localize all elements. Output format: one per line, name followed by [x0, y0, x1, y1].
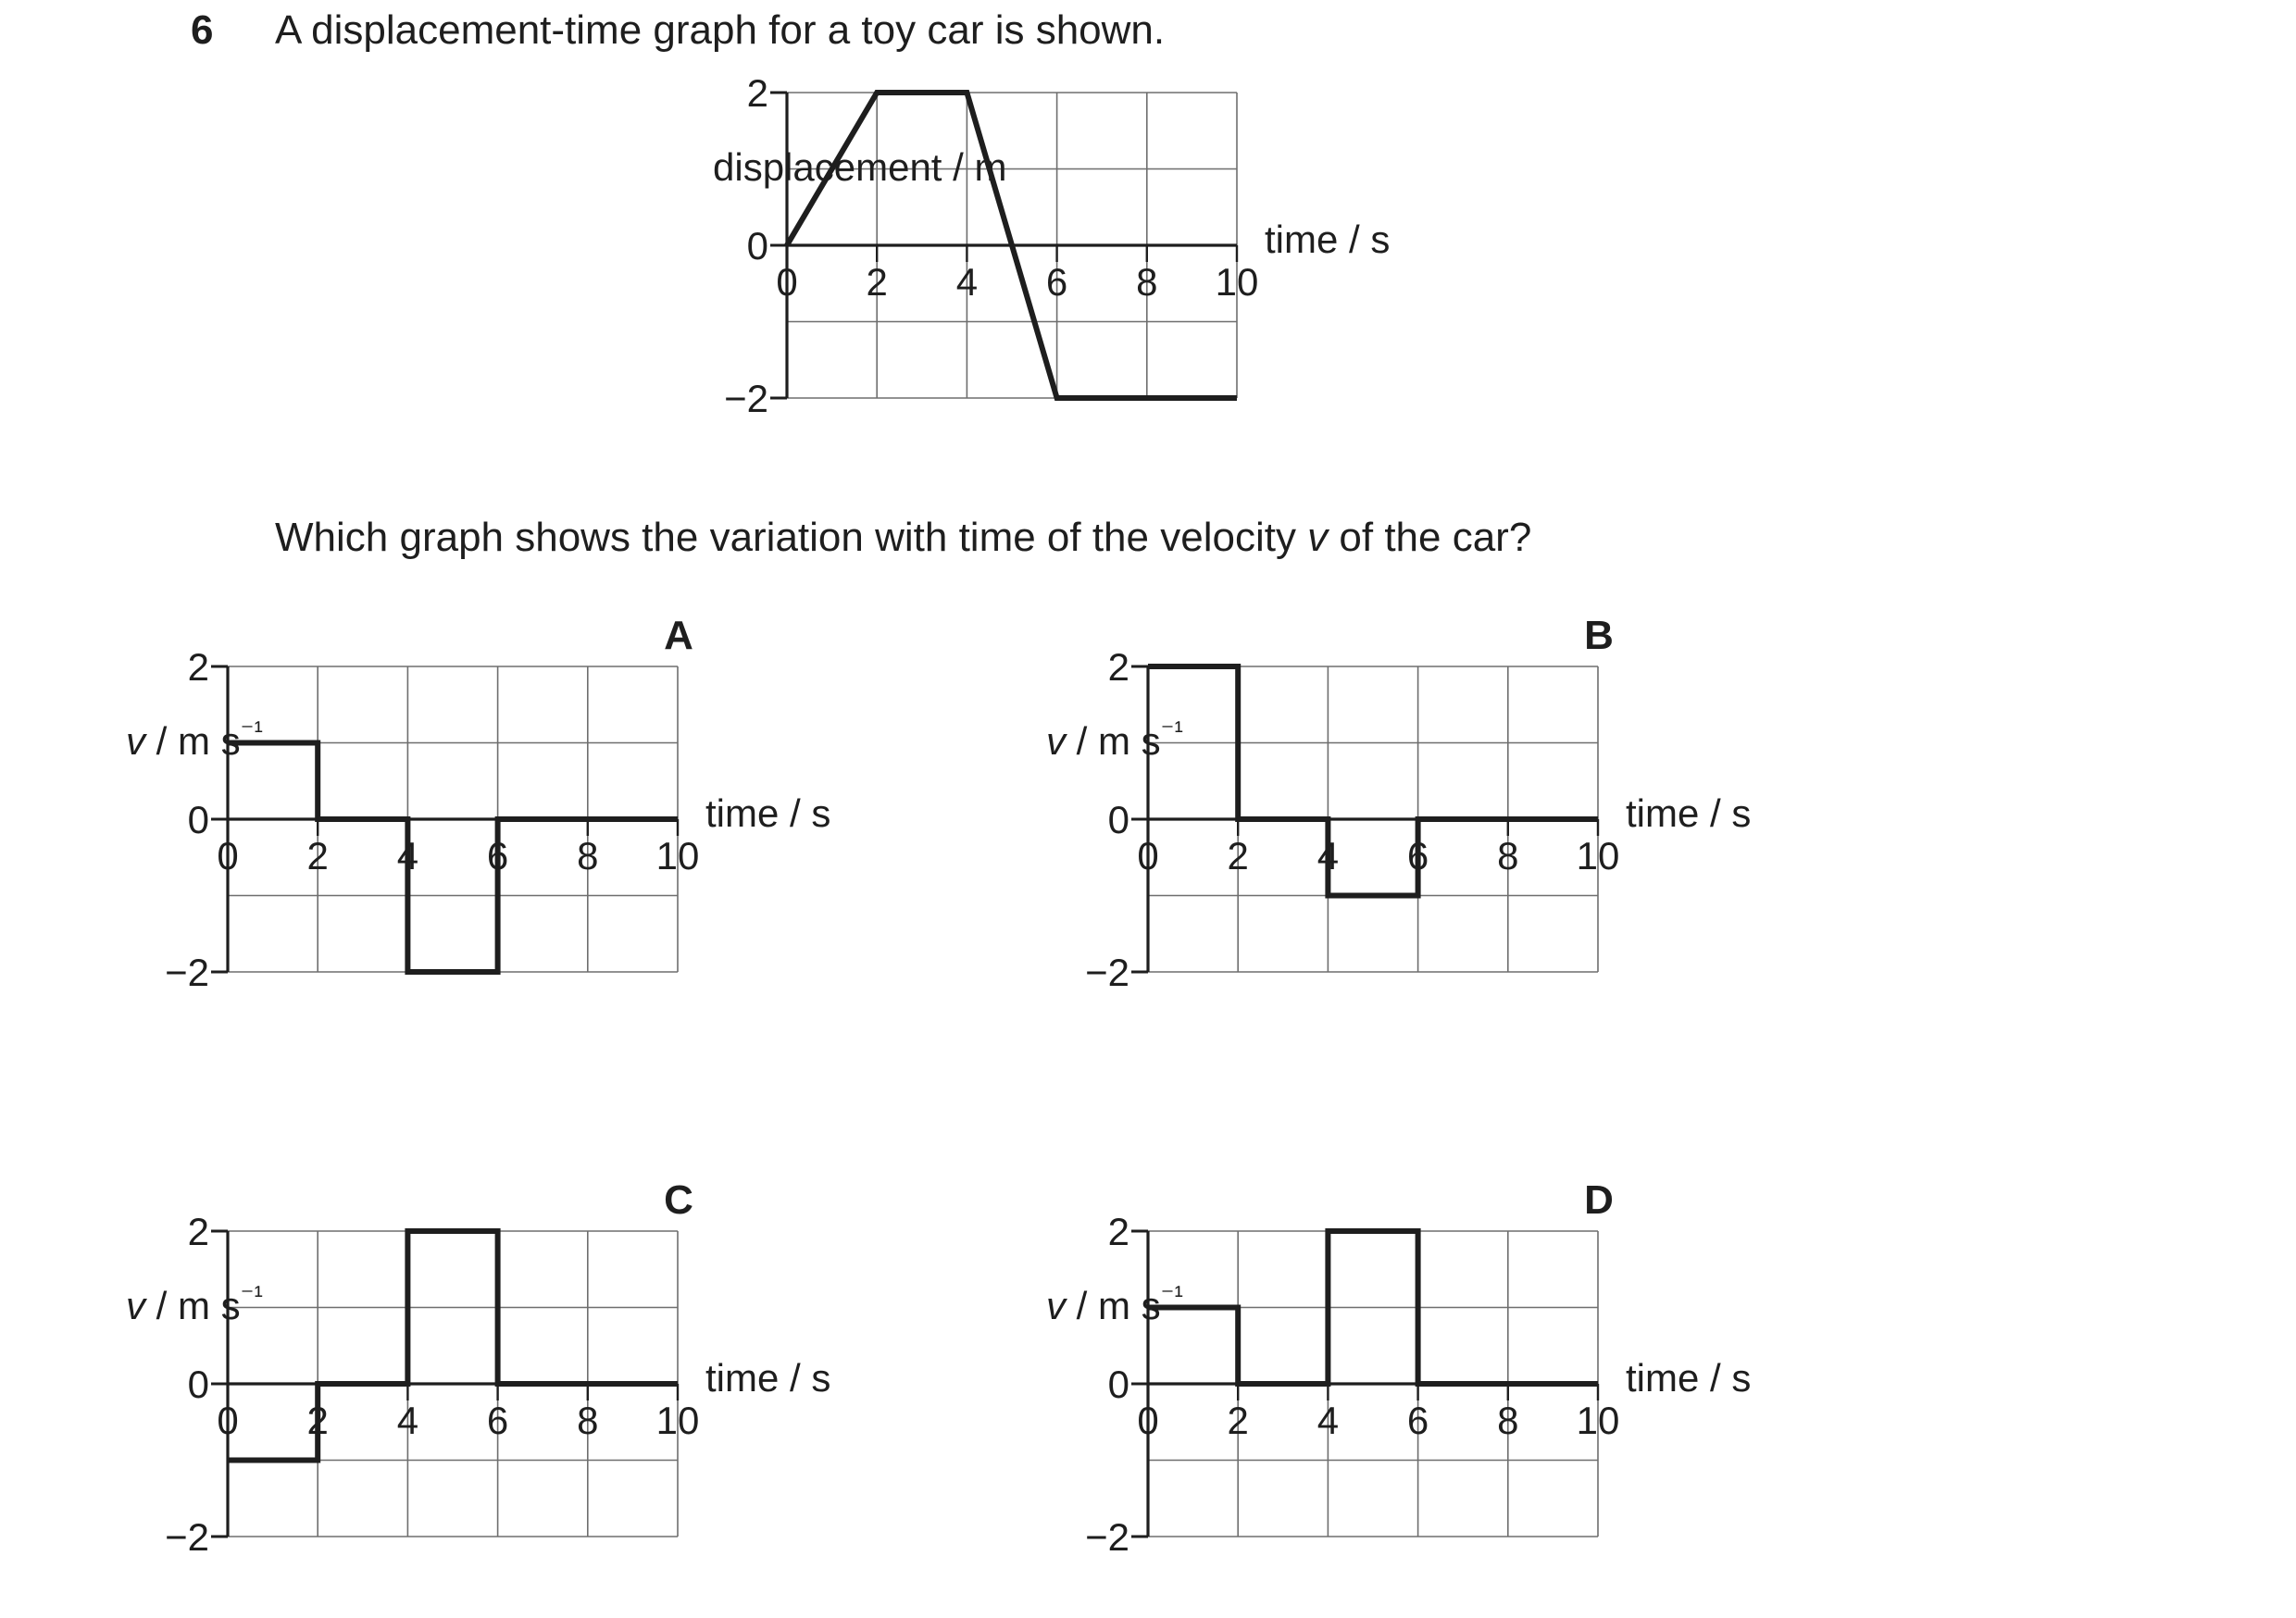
question-prompt — [275, 515, 1531, 561]
x-axis-label: time / s — [1626, 1356, 1752, 1400]
x-tick-label-2: 2 — [1227, 1399, 1249, 1442]
option-label-b[interactable]: B — [1584, 613, 1614, 658]
question-text: A displacement-time graph for a toy car is shown. — [275, 7, 1166, 53]
x-tick-label-4: 4 — [955, 260, 979, 304]
x-tick-label-0: 0 — [217, 834, 239, 877]
y-label-var: v — [126, 1284, 145, 1327]
y-label-unit: / m s — [1066, 1284, 1161, 1327]
chart-option-d[interactable] — [889, 1194, 1752, 1601]
x-tick-label-4: 4 — [396, 1399, 419, 1442]
x-tick-label-0: 0 — [776, 260, 798, 304]
y-tick-label-0: 0 — [1107, 798, 1129, 841]
y-tick-label-0: 0 — [746, 224, 768, 268]
y-tick-label-2: −2 — [165, 1515, 209, 1559]
y-tick-label-0: 0 — [1107, 1363, 1129, 1406]
x-tick-label-10: 10 — [1576, 834, 1620, 877]
x-tick-label-8: 8 — [1497, 1399, 1519, 1442]
chart-D-plot — [1046, 1210, 1751, 1559]
chart-C-plot — [126, 1210, 830, 1559]
option-label-a[interactable]: A — [664, 613, 693, 658]
x-tick-label-6: 6 — [486, 1399, 509, 1442]
y-label-exponent: ⁻¹ — [240, 1281, 263, 1310]
y-tick-label-2: −2 — [1085, 1515, 1129, 1559]
series-line-C — [228, 1231, 678, 1461]
y-label-exponent: ⁻¹ — [240, 716, 263, 745]
y-tick-label-2: −2 — [724, 377, 768, 420]
chart-given-plot — [713, 71, 1390, 420]
x-axis-label: time / s — [1265, 218, 1391, 261]
chart-given-displacement — [528, 56, 1391, 463]
y-axis-label: displacement / m — [713, 145, 1007, 189]
chart-B-plot — [1046, 645, 1751, 994]
x-tick-label-6: 6 — [1045, 260, 1068, 304]
x-tick-label-2: 2 — [1227, 834, 1249, 877]
series-line-A — [228, 743, 678, 973]
prompt-start: Which graph shows the variation with time of the velocity — [275, 515, 1308, 560]
y-tick-label-2: 2 — [1107, 645, 1129, 689]
y-axis-label — [126, 1281, 263, 1327]
y-tick-label-0: 0 — [187, 1363, 209, 1406]
series-line-B — [1148, 666, 1598, 896]
y-label-var: v — [126, 719, 145, 763]
y-tick-label-2: 2 — [746, 71, 768, 115]
y-label-exponent: ⁻¹ — [1160, 1281, 1183, 1310]
y-tick-label-2: 2 — [187, 1210, 209, 1253]
x-tick-label-2: 2 — [866, 260, 888, 304]
question-number: 6 — [191, 7, 214, 53]
x-tick-label-2: 2 — [306, 1399, 329, 1442]
x-axis-label: time / s — [705, 791, 831, 835]
x-tick-label-8: 8 — [1497, 834, 1519, 877]
y-label-var: v — [1046, 719, 1066, 763]
prompt-variable: v — [1307, 515, 1329, 560]
x-tick-label-8: 8 — [577, 1399, 599, 1442]
x-tick-label-10: 10 — [1576, 1399, 1620, 1442]
x-axis-label: time / s — [705, 1356, 831, 1400]
y-label-exponent: ⁻¹ — [1160, 716, 1183, 745]
x-tick-label-0: 0 — [217, 1399, 239, 1442]
y-axis-label — [126, 716, 263, 763]
x-tick-label-0: 0 — [1137, 1399, 1159, 1442]
y-label-unit: / m s — [145, 1284, 241, 1327]
x-tick-label-4: 4 — [1316, 1399, 1340, 1442]
chart-option-b[interactable] — [889, 629, 1752, 1037]
y-label-var: v — [1046, 1284, 1066, 1327]
option-label-d[interactable]: D — [1584, 1177, 1614, 1223]
y-tick-label-2: −2 — [165, 951, 209, 994]
prompt-end: of the car? — [1328, 515, 1532, 560]
x-tick-label-6: 6 — [486, 834, 509, 877]
x-tick-label-0: 0 — [1137, 834, 1159, 877]
chart-option-c[interactable] — [0, 1194, 831, 1601]
x-tick-label-2: 2 — [306, 834, 329, 877]
y-tick-label-2: 2 — [187, 645, 209, 689]
option-label-c[interactable]: C — [664, 1177, 693, 1223]
y-tick-label-2: 2 — [1107, 1210, 1129, 1253]
y-tick-label-0: 0 — [187, 798, 209, 841]
y-label-unit: / m s — [145, 719, 241, 763]
y-axis-label — [1046, 1281, 1183, 1327]
y-label-unit: / m s — [1066, 719, 1161, 763]
x-tick-label-8: 8 — [577, 834, 599, 877]
x-tick-label-4: 4 — [396, 834, 419, 877]
x-tick-label-10: 10 — [1215, 260, 1259, 304]
x-tick-label-10: 10 — [655, 834, 700, 877]
x-tick-label-8: 8 — [1136, 260, 1158, 304]
x-tick-label-10: 10 — [655, 1399, 700, 1442]
x-tick-label-6: 6 — [1406, 834, 1429, 877]
y-axis-label — [1046, 716, 1183, 763]
y-tick-label-2: −2 — [1085, 951, 1129, 994]
x-tick-label-6: 6 — [1406, 1399, 1429, 1442]
x-axis-label: time / s — [1626, 791, 1752, 835]
x-tick-label-4: 4 — [1316, 834, 1340, 877]
chart-option-a[interactable] — [0, 629, 831, 1037]
chart-A-plot — [126, 645, 830, 994]
